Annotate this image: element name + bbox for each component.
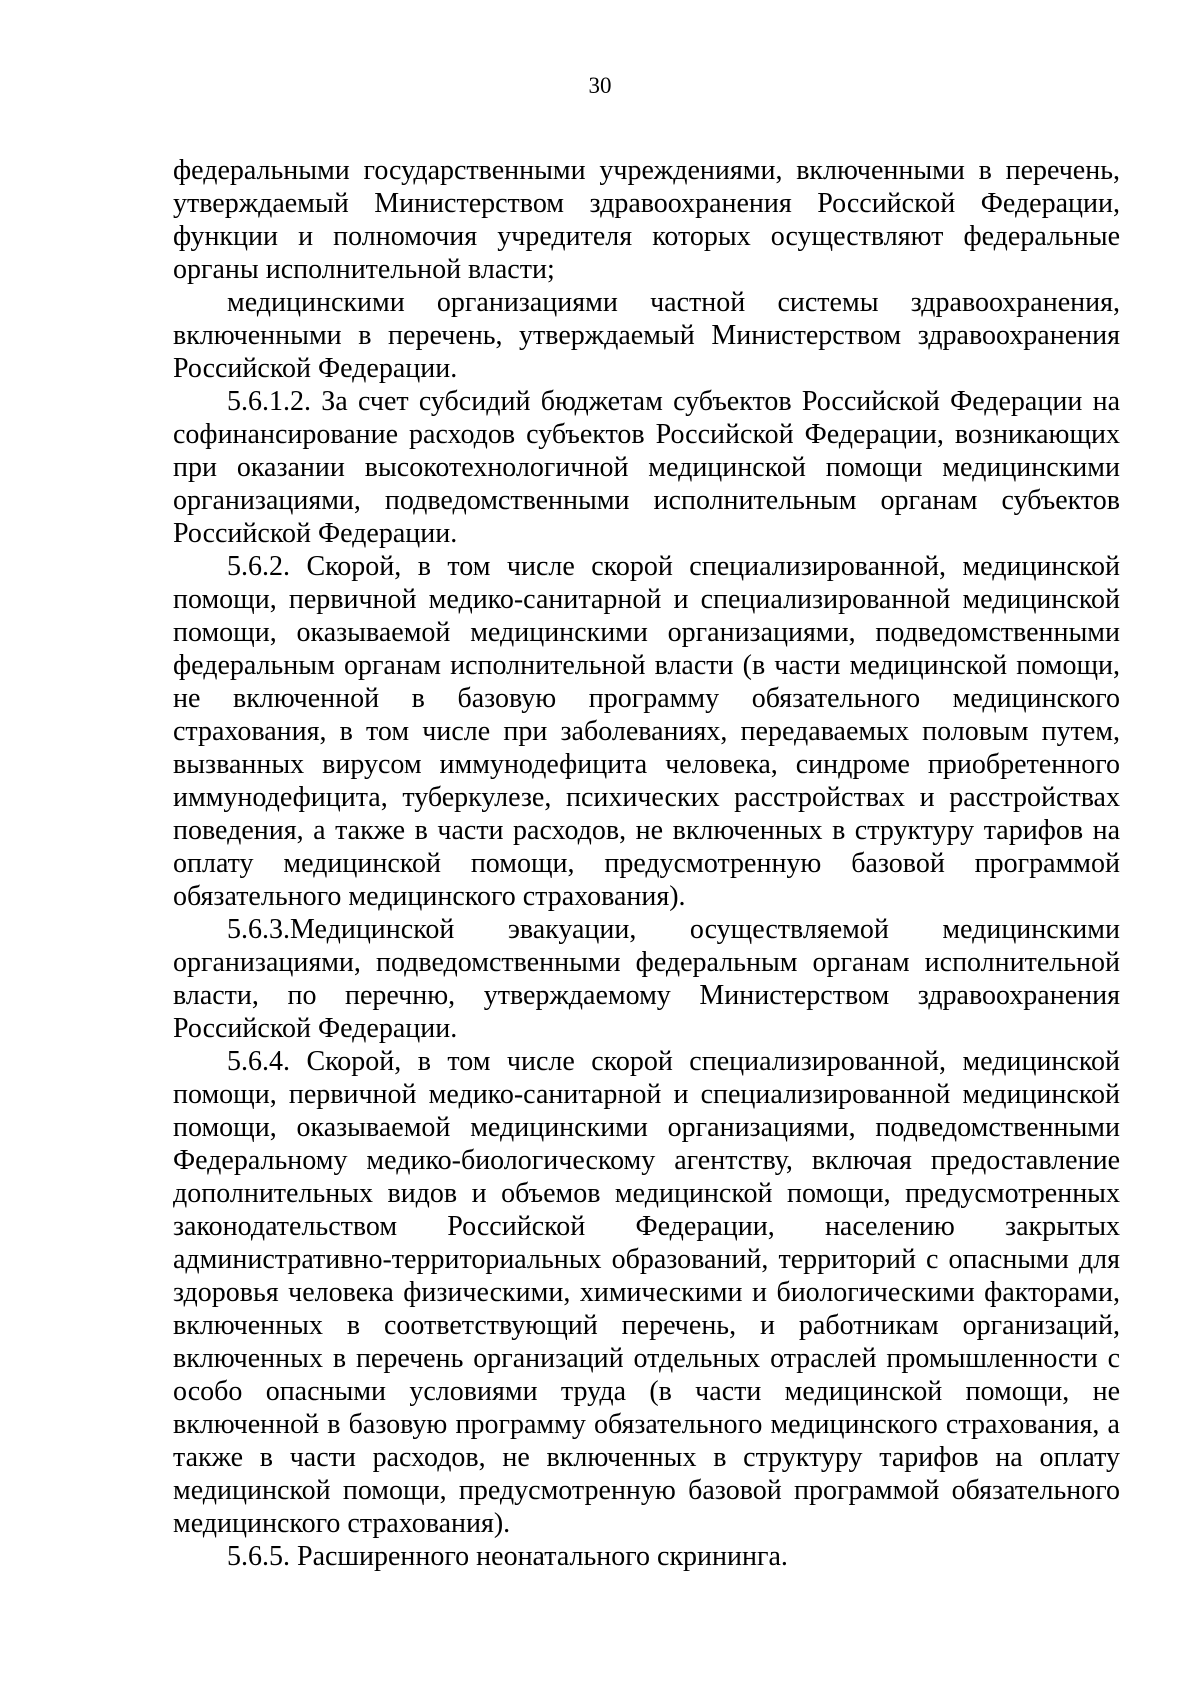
paragraph-5-6-3: 5.6.3.Медицинской эвакуации, осуществляемой медицинскими организациями, подведомственными федеральным органам исполнительной власти, по перечню, утверждаемому Министерством здравоохранения Российской Федерации. [173, 914, 1120, 1044]
paragraph-5-6-4: 5.6.4. Скорой, в том числе скорой специализированной, медицинской помощи, первичной медико-санитарной и специализированной медицинской помощи, оказываемой медицинскими организациями, подведомственными Федеральному медико-биологическому агентству, включая предоставление дополнительных видов и объемов медицинской помощи, предусмотренных законодательством Российской Федерации, населению закрытых административно-территориальных образований, территорий с опасными для здоровья человека физическими, химическими и биологическими факторами, включенных в соответствующий перечень, и работникам организаций, включенных в перечень организаций отдельных отраслей промышленности с особо опасными условиями труда (в части медицинской помощи, не включенной в базовую программу обязательного медицинского страхования, а также в части расходов, не включенных в структуру тарифов на оплату медицинской помощи, предусмотренную базовой программой обязательного медицинского страхования). [173, 1046, 1120, 1539]
paragraph-private-organizations: медицинскими организациями частной системы здравоохранения, включенными в перечень, утверждаемый Министерством здравоохранения Российской Федерации. [173, 287, 1120, 384]
document-body [173, 154, 1120, 1573]
page-number: 30 [588, 73, 612, 98]
paragraph-5-6-5: 5.6.5. Расширенного неонатального скрининга. [227, 1541, 788, 1572]
paragraph-5-6-2: 5.6.2. Скорой, в том числе скорой специализированной, медицинской помощи, первичной медико-санитарной и специализированной медицинской помощи, оказываемой медицинскими организациями, подведомственными федеральным органам исполнительной власти (в части медицинской помощи, не включенной в базовую программу обязательного медицинского страхования, в том числе при заболеваниях, передаваемых половым путем, вызванных вирусом иммунодефицита человека, синдроме приобретенного иммунодефицита, туберкулезе, психических расстройствах и расстройствах поведения, а также в части расходов, не включенных в структуру тарифов на оплату медицинской помощи, предусмотренную базовой программой обязательного медицинского страхования). [173, 551, 1120, 912]
paragraph-federal-institutions: федеральными государственными учреждениями, включенными в перечень, утверждаемый Министерством здравоохранения Российской Федерации, функции и полномочия учредителя которых осуществляют федеральные органы исполнительной власти; [173, 155, 1120, 285]
paragraph-5-6-1-2: 5.6.1.2. За счет субсидий бюджетам субъектов Российской Федерации на софинансирование расходов субъектов Российской Федерации, возникающих при оказании высокотехнологичной медицинской помощи медицинскими организациями, подведомственными исполнительным органам субъектов Российской Федерации. [173, 386, 1120, 549]
